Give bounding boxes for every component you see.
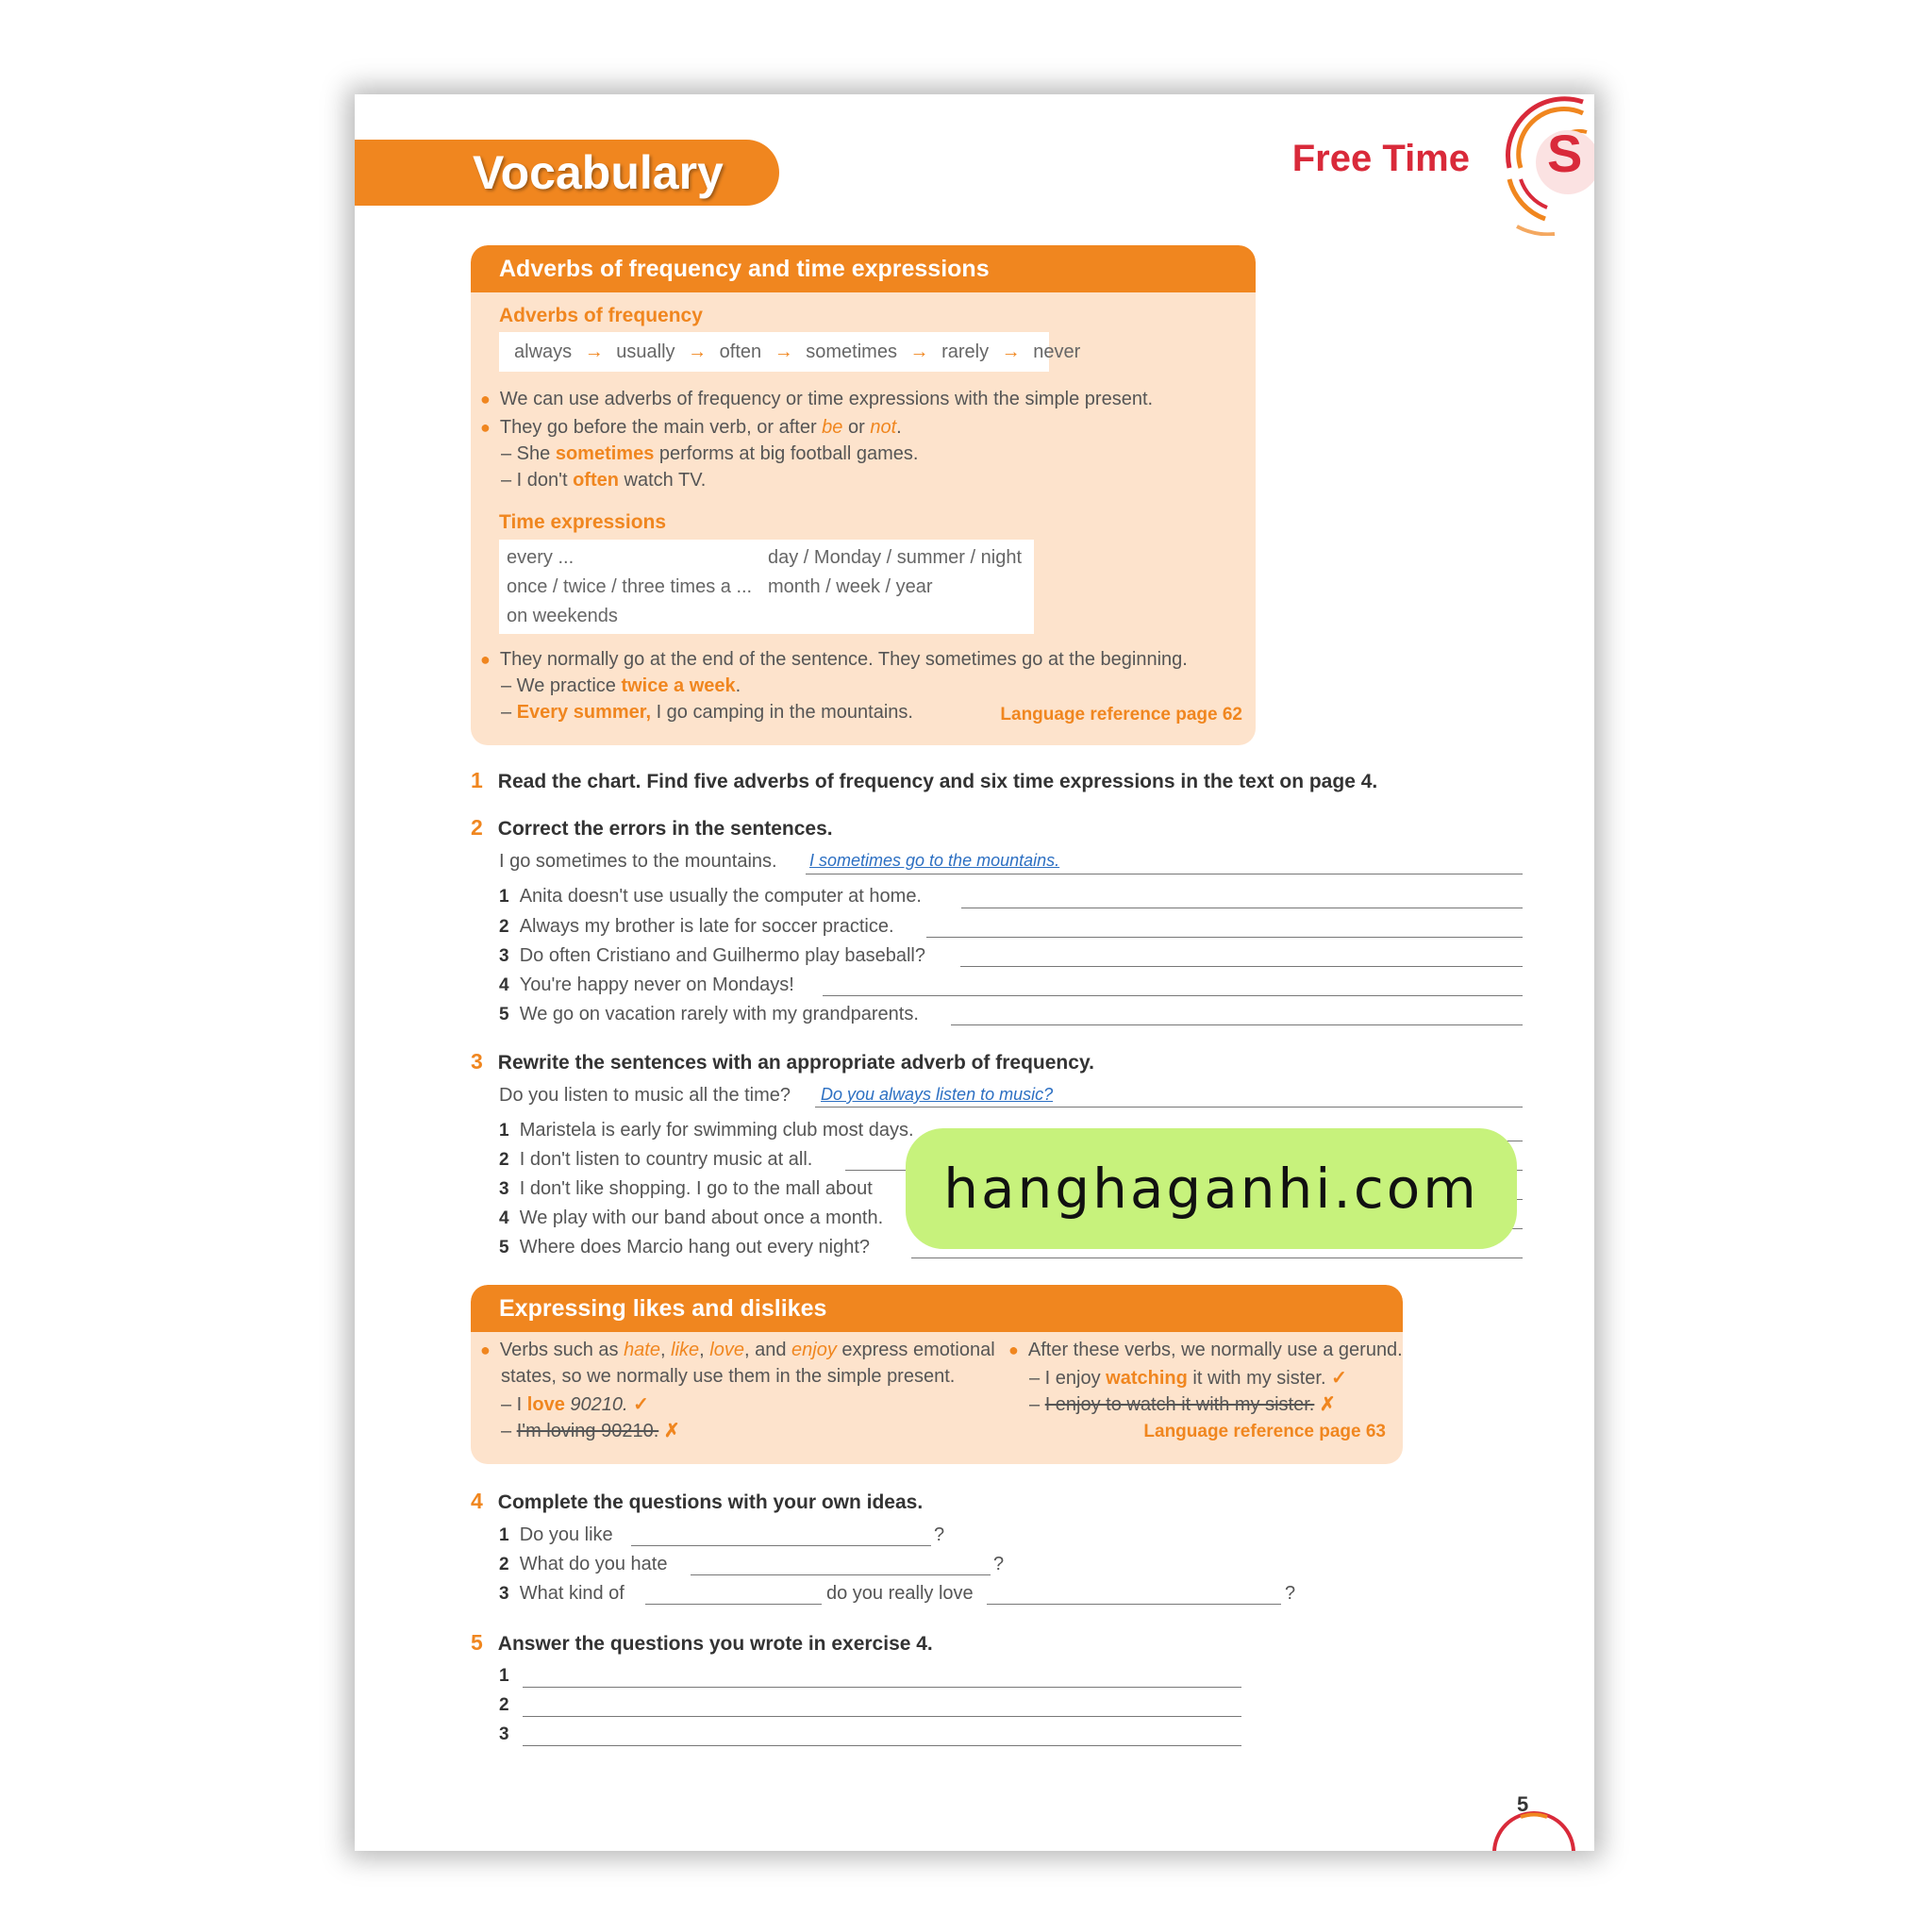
adverb-always: always [514, 341, 573, 362]
example-incorrect: – I'm loving 90210. ✗ [501, 1421, 680, 1441]
arrow-icon: → [774, 341, 793, 362]
exercise-3-example: Do you listen to music all the time? [499, 1085, 791, 1106]
question-mark: ? [993, 1554, 1005, 1574]
exercise-2-item: 1 Anita doesn't use usually the computer at home. [499, 886, 922, 907]
answer-blank[interactable] [823, 995, 1523, 996]
watermark-badge: hanghaganhi.com [906, 1128, 1517, 1249]
exercise-2-example: I go sometimes to the mountains. [499, 851, 777, 872]
bullet-icon: ● [480, 418, 491, 437]
example-line: – We practice twice a week. [501, 675, 741, 696]
exercise-4-item: 1 Do you like [499, 1524, 613, 1545]
check-icon: ✓ [633, 1394, 649, 1415]
check-icon: ✓ [1331, 1368, 1347, 1389]
answer-blank[interactable] [645, 1604, 822, 1605]
answer-blank[interactable] [911, 1257, 1523, 1258]
exercise-1-instruction: 1 Read the chart. Find five adverbs of frequency and six time expressions in the text on page 4. [471, 768, 1378, 792]
adverbs-scale [499, 332, 1081, 372]
example-line: – Every summer, I go camping in the mountains. [501, 702, 913, 723]
example-line: – I don't often watch TV. [501, 470, 707, 491]
corner-arc-decoration [1487, 1809, 1581, 1851]
exercise-2-item: 3 Do often Cristiano and Guilhermo play baseball? [499, 945, 925, 966]
box-title: Adverbs of frequency and time expressions [471, 245, 1256, 292]
exercise-3-item: 3 I don't like shopping. I go to the mall about [499, 1178, 873, 1199]
exercise-5-instruction: 5 Answer the questions you wrote in exercise 4. [471, 1630, 933, 1655]
answer-blank[interactable] [523, 1716, 1241, 1717]
answer-blank[interactable] [691, 1574, 991, 1575]
grammar-box-adverbs [471, 245, 1256, 745]
rule-line-3: ● They normally go at the end of the sentence. They sometimes go at the beginning. [480, 649, 1188, 670]
cross-icon: ✗ [1319, 1394, 1336, 1415]
time-cell: on weekends [507, 606, 618, 626]
exercise-5-item-number: 3 [499, 1724, 509, 1744]
language-reference: Language reference page 62 [1000, 705, 1242, 724]
exercise-5-item-number: 2 [499, 1695, 509, 1715]
answer-blank[interactable] [631, 1545, 931, 1546]
exercise-3-item: 2 I don't listen to country music at all. [499, 1149, 813, 1170]
unit-logo [1489, 94, 1594, 236]
adverbs-heading: Adverbs of frequency [499, 305, 703, 326]
answer-blank[interactable] [523, 1687, 1241, 1688]
bullet-icon: ● [480, 650, 491, 669]
adverb-often: often [719, 341, 762, 362]
bullet-icon: ● [1008, 1341, 1019, 1359]
exercise-4-item: 2 What do you hate [499, 1554, 668, 1574]
exercise-4-instruction: 4 Complete the questions with your own ideas. [471, 1489, 924, 1513]
adverb-rarely: rarely [941, 341, 990, 362]
answer-blank[interactable] [951, 1024, 1523, 1025]
example-incorrect: – I enjoy to watch it with my sister. ✗ [1029, 1394, 1336, 1415]
exercise-3-example-answer: Do you always listen to music? [821, 1085, 1054, 1104]
section-banner: Vocabulary [355, 140, 779, 206]
page-number: 5 [1517, 1792, 1529, 1816]
answer-blank[interactable] [926, 937, 1523, 938]
question-mark: ? [934, 1524, 945, 1545]
exercise-2-item: 4 You're happy never on Mondays! [499, 974, 794, 995]
time-heading: Time expressions [499, 511, 667, 533]
arrow-icon: → [909, 341, 929, 362]
bullet-icon: ● [480, 1341, 491, 1359]
time-cell: day / Monday / summer / night [768, 547, 1023, 568]
adverb-never: never [1033, 341, 1081, 362]
bullet-icon: ● [480, 390, 491, 408]
time-cell: month / week / year [768, 576, 933, 597]
adverb-sometimes: sometimes [806, 341, 897, 362]
arrow-icon: → [1001, 341, 1021, 362]
rule-line-2: ● They go before the main verb, or after be or not. [480, 417, 902, 438]
exercise-2-item: 5 We go on vacation rarely with my grandparents. [499, 1004, 919, 1024]
language-reference: Language reference page 63 [1143, 1422, 1386, 1441]
exercise-4-item-mid: do you really love [826, 1583, 974, 1604]
box-title: Expressing likes and dislikes [471, 1285, 1403, 1332]
example-correct: – I enjoy watching it with my sister. ✓ [1029, 1368, 1347, 1389]
unit-letter: S [1547, 124, 1583, 183]
example-line: – She sometimes performs at big football games. [501, 443, 919, 464]
workbook-page [355, 94, 1594, 1851]
time-expressions-table [499, 540, 1034, 634]
arrow-icon: → [584, 341, 604, 362]
likes-rule-right: ● After these verbs, we normally use a gerund. [1008, 1340, 1403, 1360]
example-correct: – I love 90210. ✓ [501, 1394, 649, 1415]
time-cell: once / twice / three times a ... [507, 576, 753, 597]
cross-icon: ✗ [663, 1421, 680, 1441]
answer-blank[interactable] [523, 1745, 1241, 1746]
answer-blank[interactable] [987, 1604, 1281, 1605]
exercise-3-item: 5 Where does Marcio hang out every night? [499, 1237, 871, 1257]
question-mark: ? [1285, 1583, 1296, 1604]
rule-line-1: ● We can use adverbs of frequency or time expressions with the simple present. [480, 389, 1154, 409]
exercise-5-item-number: 1 [499, 1666, 509, 1686]
adverb-usually: usually [616, 341, 675, 362]
exercise-3-item: 4 We play with our band about once a month. [499, 1208, 884, 1228]
likes-rule-left-line2: states, so we normally use them in the simple present. [501, 1366, 956, 1387]
unit-title: Free Time [1291, 138, 1470, 179]
exercise-2-item: 2 Always my brother is late for soccer practice. [499, 916, 894, 937]
answer-blank[interactable] [960, 966, 1523, 967]
time-cell: every ... [507, 547, 575, 568]
exercise-3-item: 1 Maristela is early for swimming club most days. [499, 1120, 914, 1141]
exercise-2-instruction: 2 Correct the errors in the sentences. [471, 815, 833, 840]
arrow-icon: → [688, 341, 708, 362]
exercise-3-instruction: 3 Rewrite the sentences with an appropriate adverb of frequency. [471, 1049, 1094, 1074]
grammar-box-likes [471, 1285, 1403, 1464]
likes-rule-left: ● Verbs such as hate, like, love, and enjoy express emotional [480, 1340, 995, 1360]
exercise-4-item: 3 What kind of [499, 1583, 625, 1604]
exercise-2-example-answer: I sometimes go to the mountains. [809, 851, 1060, 870]
